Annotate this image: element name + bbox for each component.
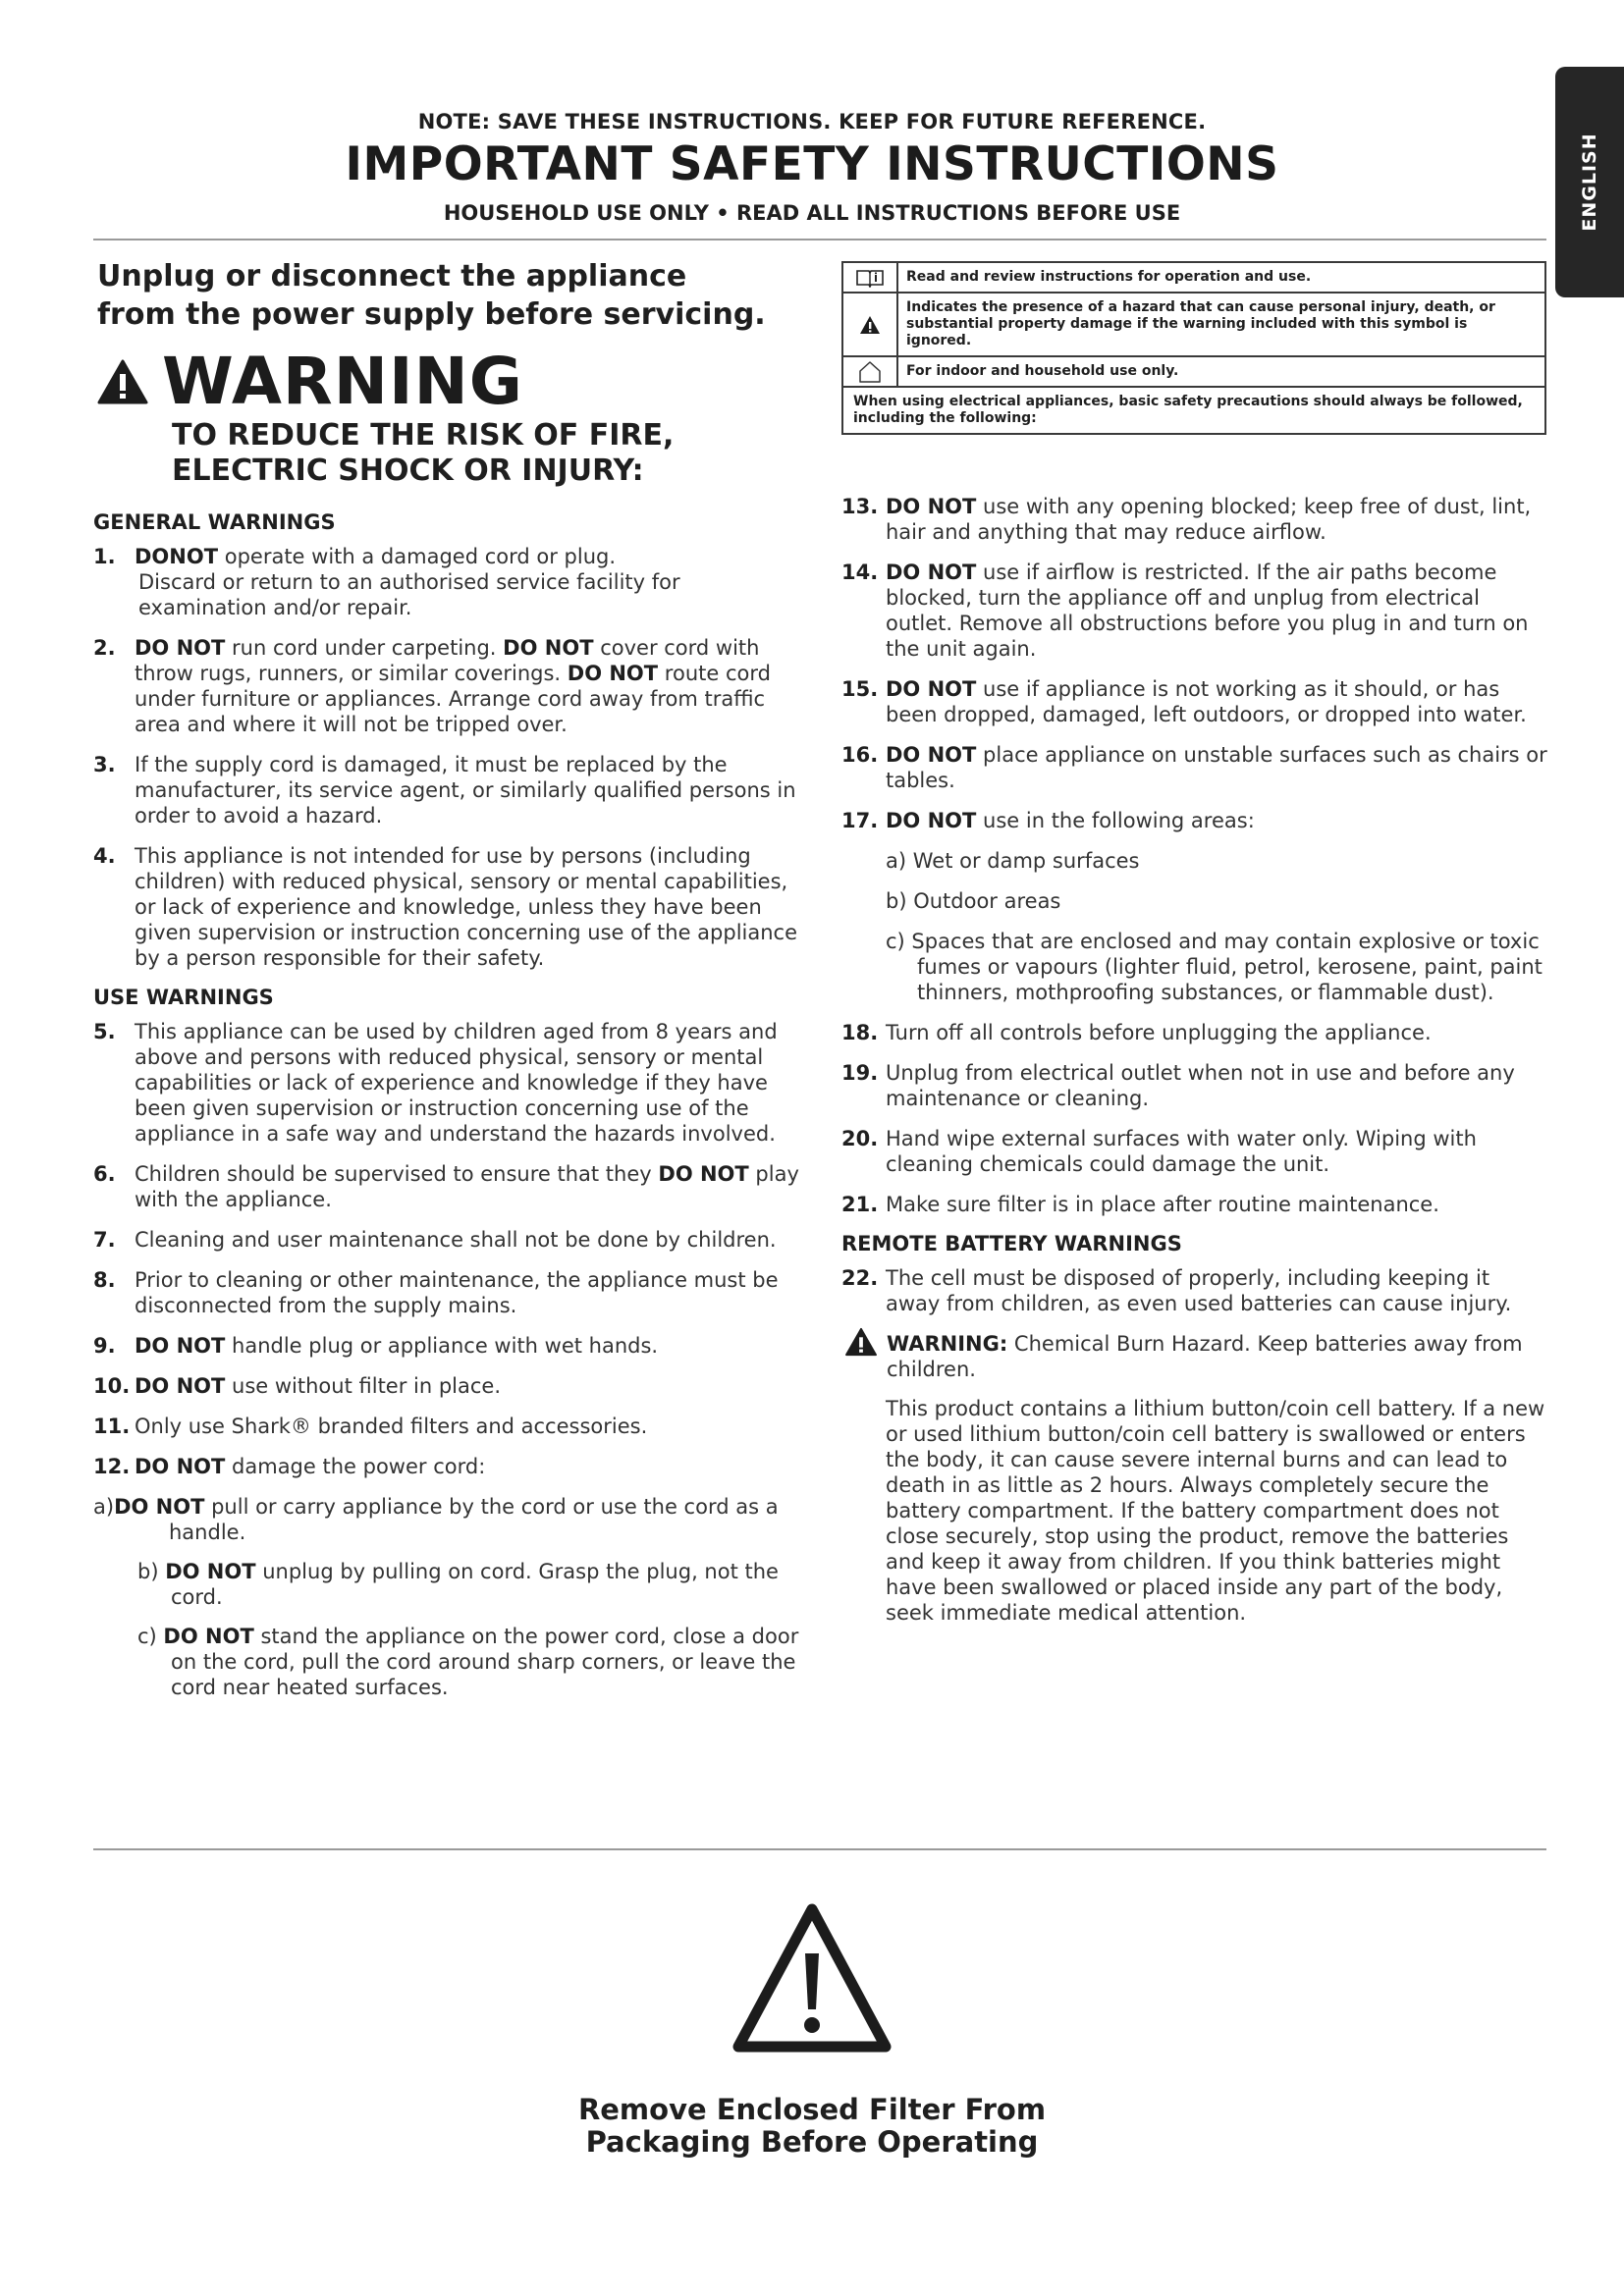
manual-icon: [855, 268, 885, 288]
list-item-12: 12. DO NOT damage the power cord:: [93, 1455, 486, 1478]
page-subtitle: HOUSEHOLD USE ONLY • READ ALL INSTRUCTIONS BEFORE USE: [443, 201, 1181, 225]
hazard-icon: [859, 315, 881, 335]
list-item-10: 10. DO NOT use without filter in place.: [93, 1374, 502, 1398]
list-item-7: 7. Cleaning and user maintenance shall not be done by children.: [93, 1228, 777, 1252]
bottom-divider: [93, 1848, 1546, 1850]
battery-warnings-heading: REMOTE BATTERY WARNINGS: [841, 1232, 1182, 1255]
list-item-17: 17. DO NOT use in the following areas:: [841, 809, 1255, 832]
list-item-14: 14. DO NOT use if airflow is restricted. If the air paths become blocked, turn the appliance off and unplug from electrical outlet. Remove all obstructions before you plug in and turn on the unit again.: [841, 561, 1529, 661]
page-title: IMPORTANT SAFETY INSTRUCTIONS: [345, 137, 1279, 191]
symbol-row-indoor: [843, 357, 1544, 388]
list-item-11: 11. Only use Shark® branded filters and accessories.: [93, 1415, 648, 1438]
warning-heading: [97, 344, 800, 419]
top-divider: [93, 239, 1546, 240]
symbol-row-precautions: [843, 388, 1544, 433]
symbol-legend-table: [841, 261, 1546, 435]
house-icon: [857, 360, 883, 384]
symbol-desc-manual: Read and review instructions for operation and use.: [906, 269, 1312, 285]
warning-triangle-icon: [841, 1327, 881, 1357]
list-item-6: 6. Children should be supervised to ensure that they DO NOT play with the appliance.: [93, 1162, 799, 1211]
area-item-c: c) Spaces that are enclosed and may contain explosive or toxic fumes or vapours (lighter fluid, petrol, kerosene, paint, paint thinners, mothproofing substances, or flammable dust).: [886, 930, 1543, 1004]
warning-triangle-icon: [97, 358, 148, 405]
risk-heading: TO REDUCE THE RISK OF FIRE, ELECTRIC SHOCK OR INJURY:: [172, 418, 675, 488]
list-item-3: 3. If the supply cord is damaged, it must be replaced by the manufacturer, its service agent, or similarly qualified persons in order to avoid a hazard.: [93, 753, 796, 828]
general-warnings-heading: GENERAL WARNINGS: [93, 510, 336, 534]
list-item-22: 22. The cell must be disposed of properly, including keeping it away from children, as even used batteries can cause injury.: [841, 1266, 1512, 1315]
precautions-note: When using electrical appliances, basic safety precautions should always be followed, including the following:: [853, 394, 1523, 426]
cord-subitem-a: a)DO NOT pull or carry appliance by the cord or use the cord as a handle.: [93, 1495, 779, 1544]
list-item-21: 21. Make sure filter is in place after routine maintenance.: [841, 1193, 1439, 1216]
list-item-13: 13. DO NOT use with any opening blocked; keep free of dust, lint, hair and anything that may reduce airflow.: [841, 495, 1532, 544]
symbol-row-hazard: [843, 294, 1544, 357]
area-item-b: b) Outdoor areas: [886, 889, 1061, 913]
list-item-15: 15. DO NOT use if appliance is not working as it should, or has been dropped, damaged, left outdoors, or dropped into water.: [841, 677, 1527, 726]
unplug-notice: Unplug or disconnect the appliance from the power supply before servicing.: [97, 259, 766, 332]
symbol-desc-hazard: Indicates the presence of a hazard that can cause personal injury, death, or substantial property damage if the warning included with this symbol is ignored.: [906, 299, 1495, 348]
filter-notice: Remove Enclosed Filter From Packaging Before Operating: [577, 2093, 1047, 2159]
list-item-4: 4. This appliance is not intended for use by persons (including children) with reduced physical, sensory or mental capabilities, or lack of experience and knowledge, unless they have been given supervision or instruction concerning use of the appliance by a person responsible for their safety.: [93, 844, 798, 970]
list-item-19: 19. Unplug from electrical outlet when not in use and before any maintenance or cleaning.: [841, 1061, 1515, 1110]
area-item-a: a) Wet or damp surfaces: [886, 849, 1140, 873]
cord-subitem-b: b) DO NOT unplug by pulling on cord. Grasp the plug, not the cord.: [137, 1560, 779, 1609]
use-warnings-heading: USE WARNINGS: [93, 986, 274, 1009]
list-item-16: 16. DO NOT place appliance on unstable surfaces such as chairs or tables.: [841, 743, 1547, 792]
list-item-18: 18. Turn off all controls before unplugging the appliance.: [841, 1021, 1432, 1044]
symbol-row-manual: [843, 263, 1544, 294]
language-tab-label: ENGLISH: [1579, 133, 1600, 232]
warning-triangle-icon: [729, 1899, 895, 2064]
list-item-2: 2. DO NOT run cord under carpeting. DO NOT cover cord with throw rugs, runners, or similar coverings. DO NOT route cord under furniture or appliances. Arrange cord away from traffic area and where it will not be tripped over.: [93, 636, 771, 736]
list-item-9: 9. DO NOT handle plug or appliance with wet hands.: [93, 1334, 659, 1358]
list-item-5: 5. This appliance can be used by children aged from 8 years and above and persons with reduced physical, sensory or mental capabilities or lack of experience and knowledge if they have been given supervision or instruction concerning use of the appliance in a safe way and understand the hazards involved.: [93, 1020, 778, 1146]
chemical-burn-warning: WARNING: Chemical Burn Hazard. Keep batteries away from children.: [841, 1331, 1548, 1382]
battery-paragraph: This product contains a lithium button/coin cell battery. If a new or used lithium button/coin cell battery is swallowed or enters the body, it can cause severe internal burns and can lead to death in as little as 2 hours. Always completely secure the battery compartment. If the battery compartment does not close securely, stop using the product, remove the batteries and keep it away from children. If you think batteries might have been swallowed or placed inside any part of the body, seek immediate medical attention.: [886, 1397, 1545, 1625]
list-item-8: 8. Prior to cleaning or other maintenance, the appliance must be disconnected from the supply mains.: [93, 1268, 779, 1317]
right-column: [841, 494, 1548, 1626]
list-item-20: 20. Hand wipe external surfaces with water only. Wiping with cleaning chemicals could damage the unit.: [841, 1127, 1477, 1176]
list-item-1: 1. DONOT operate with a damaged cord or plug. Discard or return to an authorised service facility for examination and/or repair.: [93, 545, 680, 619]
left-column: [93, 257, 800, 1714]
save-note: NOTE: SAVE THESE INSTRUCTIONS. KEEP FOR FUTURE REFERENCE.: [417, 110, 1207, 133]
symbol-desc-indoor: For indoor and household use only.: [906, 363, 1179, 379]
cord-subitem-c: c) DO NOT stand the appliance on the power cord, close a door on the cord, pull the cord around sharp corners, or leave the cord near heated surfaces.: [137, 1625, 799, 1699]
warning-word: WARNING: [162, 344, 523, 419]
